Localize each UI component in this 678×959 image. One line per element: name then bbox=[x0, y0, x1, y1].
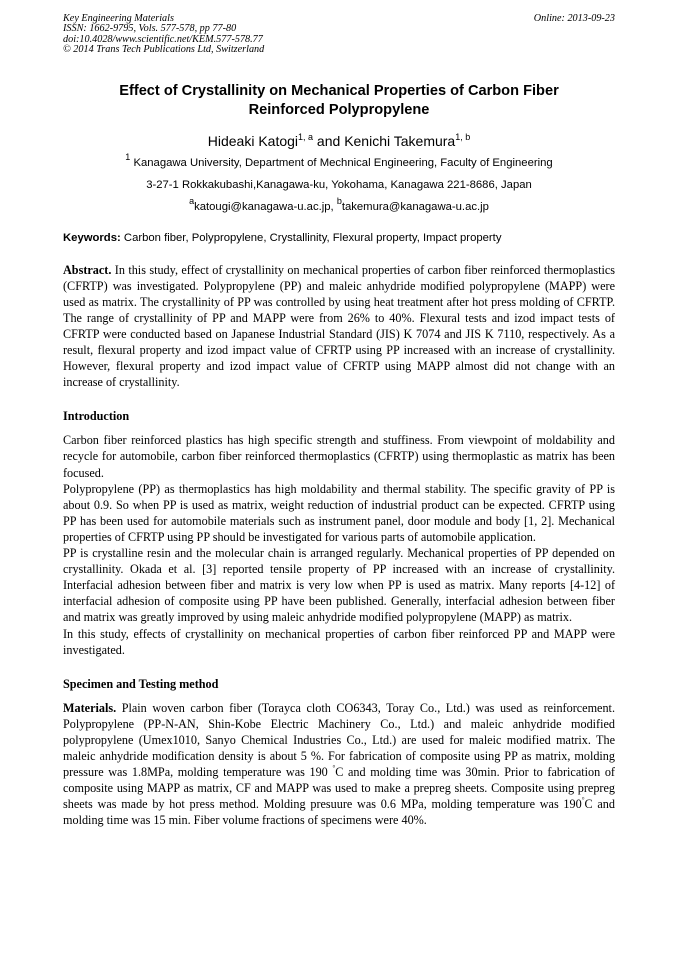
affiliation-superscript: 1 bbox=[125, 151, 131, 162]
author-joiner: and bbox=[313, 132, 345, 149]
affiliation-address: 3-27-1 Rokkakubashi,Kanagawa-ku, Yokohama, Kanagawa 221-8686, Japan bbox=[146, 178, 532, 191]
intro-paragraph: In this study, effects of crystallinity on mechanical properties of carbon fiber reinforced PP and MAPP were investigated. bbox=[63, 626, 615, 657]
email-superscript: a bbox=[189, 195, 195, 206]
paper-page bbox=[63, 14, 615, 828]
online-date: Online: 2013-09-23 bbox=[533, 13, 615, 24]
title-line-1: Effect of Crystallinity on Mechanical Properties of Carbon Fiber bbox=[119, 82, 559, 99]
materials-text: Plain woven carbon fiber (Torayca cloth CO6343, Toray Co., Ltd.) was used as reinforcement. Polypropylene (PP-N-AN, Shin-Kobe Electric Machinery Co., Ltd.) and maleic anhydride modified polypropylene (Umex1010, Sanyo Chemical Industries Co., Ltd.) are used for maleic modified matrix. The maleic anhydride modification density is about 5 %. For fabrication of composite using PP as matrix, molding pressure was 1.8MPa, molding temperature was 190 bbox=[63, 700, 615, 780]
email-superscript: b bbox=[336, 195, 342, 206]
intro-paragraph: Polypropylene (PP) as thermoplastics has high moldability and thermal stability. The specific gravity of PP is about 0.9. So when PP is used as matrix, weight reduction of industrial product can be expected. CFRTP using PP has been used for automobile materials such as instrument panel, door module and body [1, 2]. Mechanical properties of CFRTP using PP should be investigated for various parts of automobile application. bbox=[63, 481, 615, 544]
email-link[interactable]: takemura@kanagawa-u.ac.jp bbox=[341, 200, 489, 213]
journal-name: Key Engineering Materials bbox=[63, 13, 174, 24]
section-heading-specimen: Specimen and Testing method bbox=[63, 676, 219, 691]
author-superscript: 1, a bbox=[298, 131, 314, 142]
degree-symbol: ° bbox=[332, 764, 336, 773]
author-name: Kenichi Takemura bbox=[344, 132, 456, 149]
intro-paragraph: Carbon fiber reinforced plastics has high specific strength and stuffiness. From viewpoint of moldability and recycle for automobile, carbon fiber reinforced thermoplastics (CFRTP) using thermoplastic as matrix has been focused. bbox=[63, 433, 615, 480]
keywords-label: Keywords: bbox=[63, 231, 121, 244]
author-list bbox=[63, 132, 615, 150]
affiliation-line-1 bbox=[63, 152, 615, 174]
author-emails bbox=[63, 196, 615, 218]
copyright-line: © 2014 Trans Tech Publications Ltd, Switzerland bbox=[63, 44, 265, 56]
journal-header bbox=[63, 14, 615, 56]
intro-paragraph: PP is crystalline resin and the molecular chain is arranged regularly. Mechanical properties of PP depended on crystallinity. Okada et al. [3] reported tensile property of PP increased with an increase of crystallinity. Interfacial adhesion between fiber and matrix is very low when PP is used as matrix. Many reports [4-12] of interfacial adhesion of composite using PP have been published. Generally, interfacial adhesion between fiber and matrix was greatly improved by using maleic anhydride modified polypropylene (MAPP) as matrix. bbox=[63, 546, 615, 625]
author-name: Hideaki Katogi bbox=[207, 132, 299, 149]
materials-label: Materials. bbox=[63, 700, 117, 715]
section-heading-introduction: Introduction bbox=[63, 409, 130, 424]
keywords bbox=[63, 232, 615, 244]
affiliation bbox=[63, 152, 615, 218]
affiliation-institution: Kanagawa University, Department of Mechnical Engineering, Faculty of Engineering bbox=[133, 156, 553, 169]
keywords-text: Carbon fiber, Polypropylene, Crystallinity, Flexural property, Impact property bbox=[120, 231, 502, 244]
title-line-2: Reinforced Polypropylene bbox=[248, 101, 430, 118]
author-superscript: 1, b bbox=[455, 131, 471, 142]
abstract-text: In this study, effect of crystallinity on mechanical properties of carbon fiber reinforced thermoplastics (CFRTP) was investigated. Polypropylene (PP) and maleic anhydride modified polypropylene (MAPP) were used as matrix. The crystallinity of PP was controlled by using heat treatment after hot press molding of CFRTP. The range of crystallinity of PP and MAPP were from 26% to 40%. Flexural tests and izod impact tests of CFRTP were conducted based on Japanese Industrial Standard (JIS) K 7074 and JIS K 7110, respectively. As a result, flexural property and izod impact value of CFRTP using PP increased with an increase of crystallinity. However, flexural property and izod impact value of CFRTP using MAPP almost did not change with an increase of crystallinity. bbox=[63, 262, 615, 390]
degree-symbol: ° bbox=[581, 796, 585, 805]
materials-paragraph bbox=[63, 700, 615, 829]
doi-line[interactable]: doi:10.4028/www.scientific.net/KEM.577-578.77 bbox=[63, 33, 263, 45]
abstract bbox=[63, 262, 615, 391]
materials-text: C and molding time was 15 min. Fiber volume fractions of specimens were 40%. bbox=[63, 797, 615, 828]
issn-line: ISSN: 1662-9795, Vols. 577-578, pp 77-80 bbox=[63, 23, 237, 35]
materials-text: C and molding time was 30min. Prior to fabrication of composite using MAPP as matrix, CF and MAPP was used to make a prepreg sheets. Composite using prepreg sheets was made by hot press method. Molding presuure was 0.6 MPa, molding temperature was 190 bbox=[63, 765, 615, 812]
paper-title bbox=[63, 82, 615, 120]
email-link[interactable]: katougi@kanagawa-u.ac.jp, bbox=[194, 200, 337, 213]
abstract-label: Abstract. bbox=[63, 262, 112, 277]
